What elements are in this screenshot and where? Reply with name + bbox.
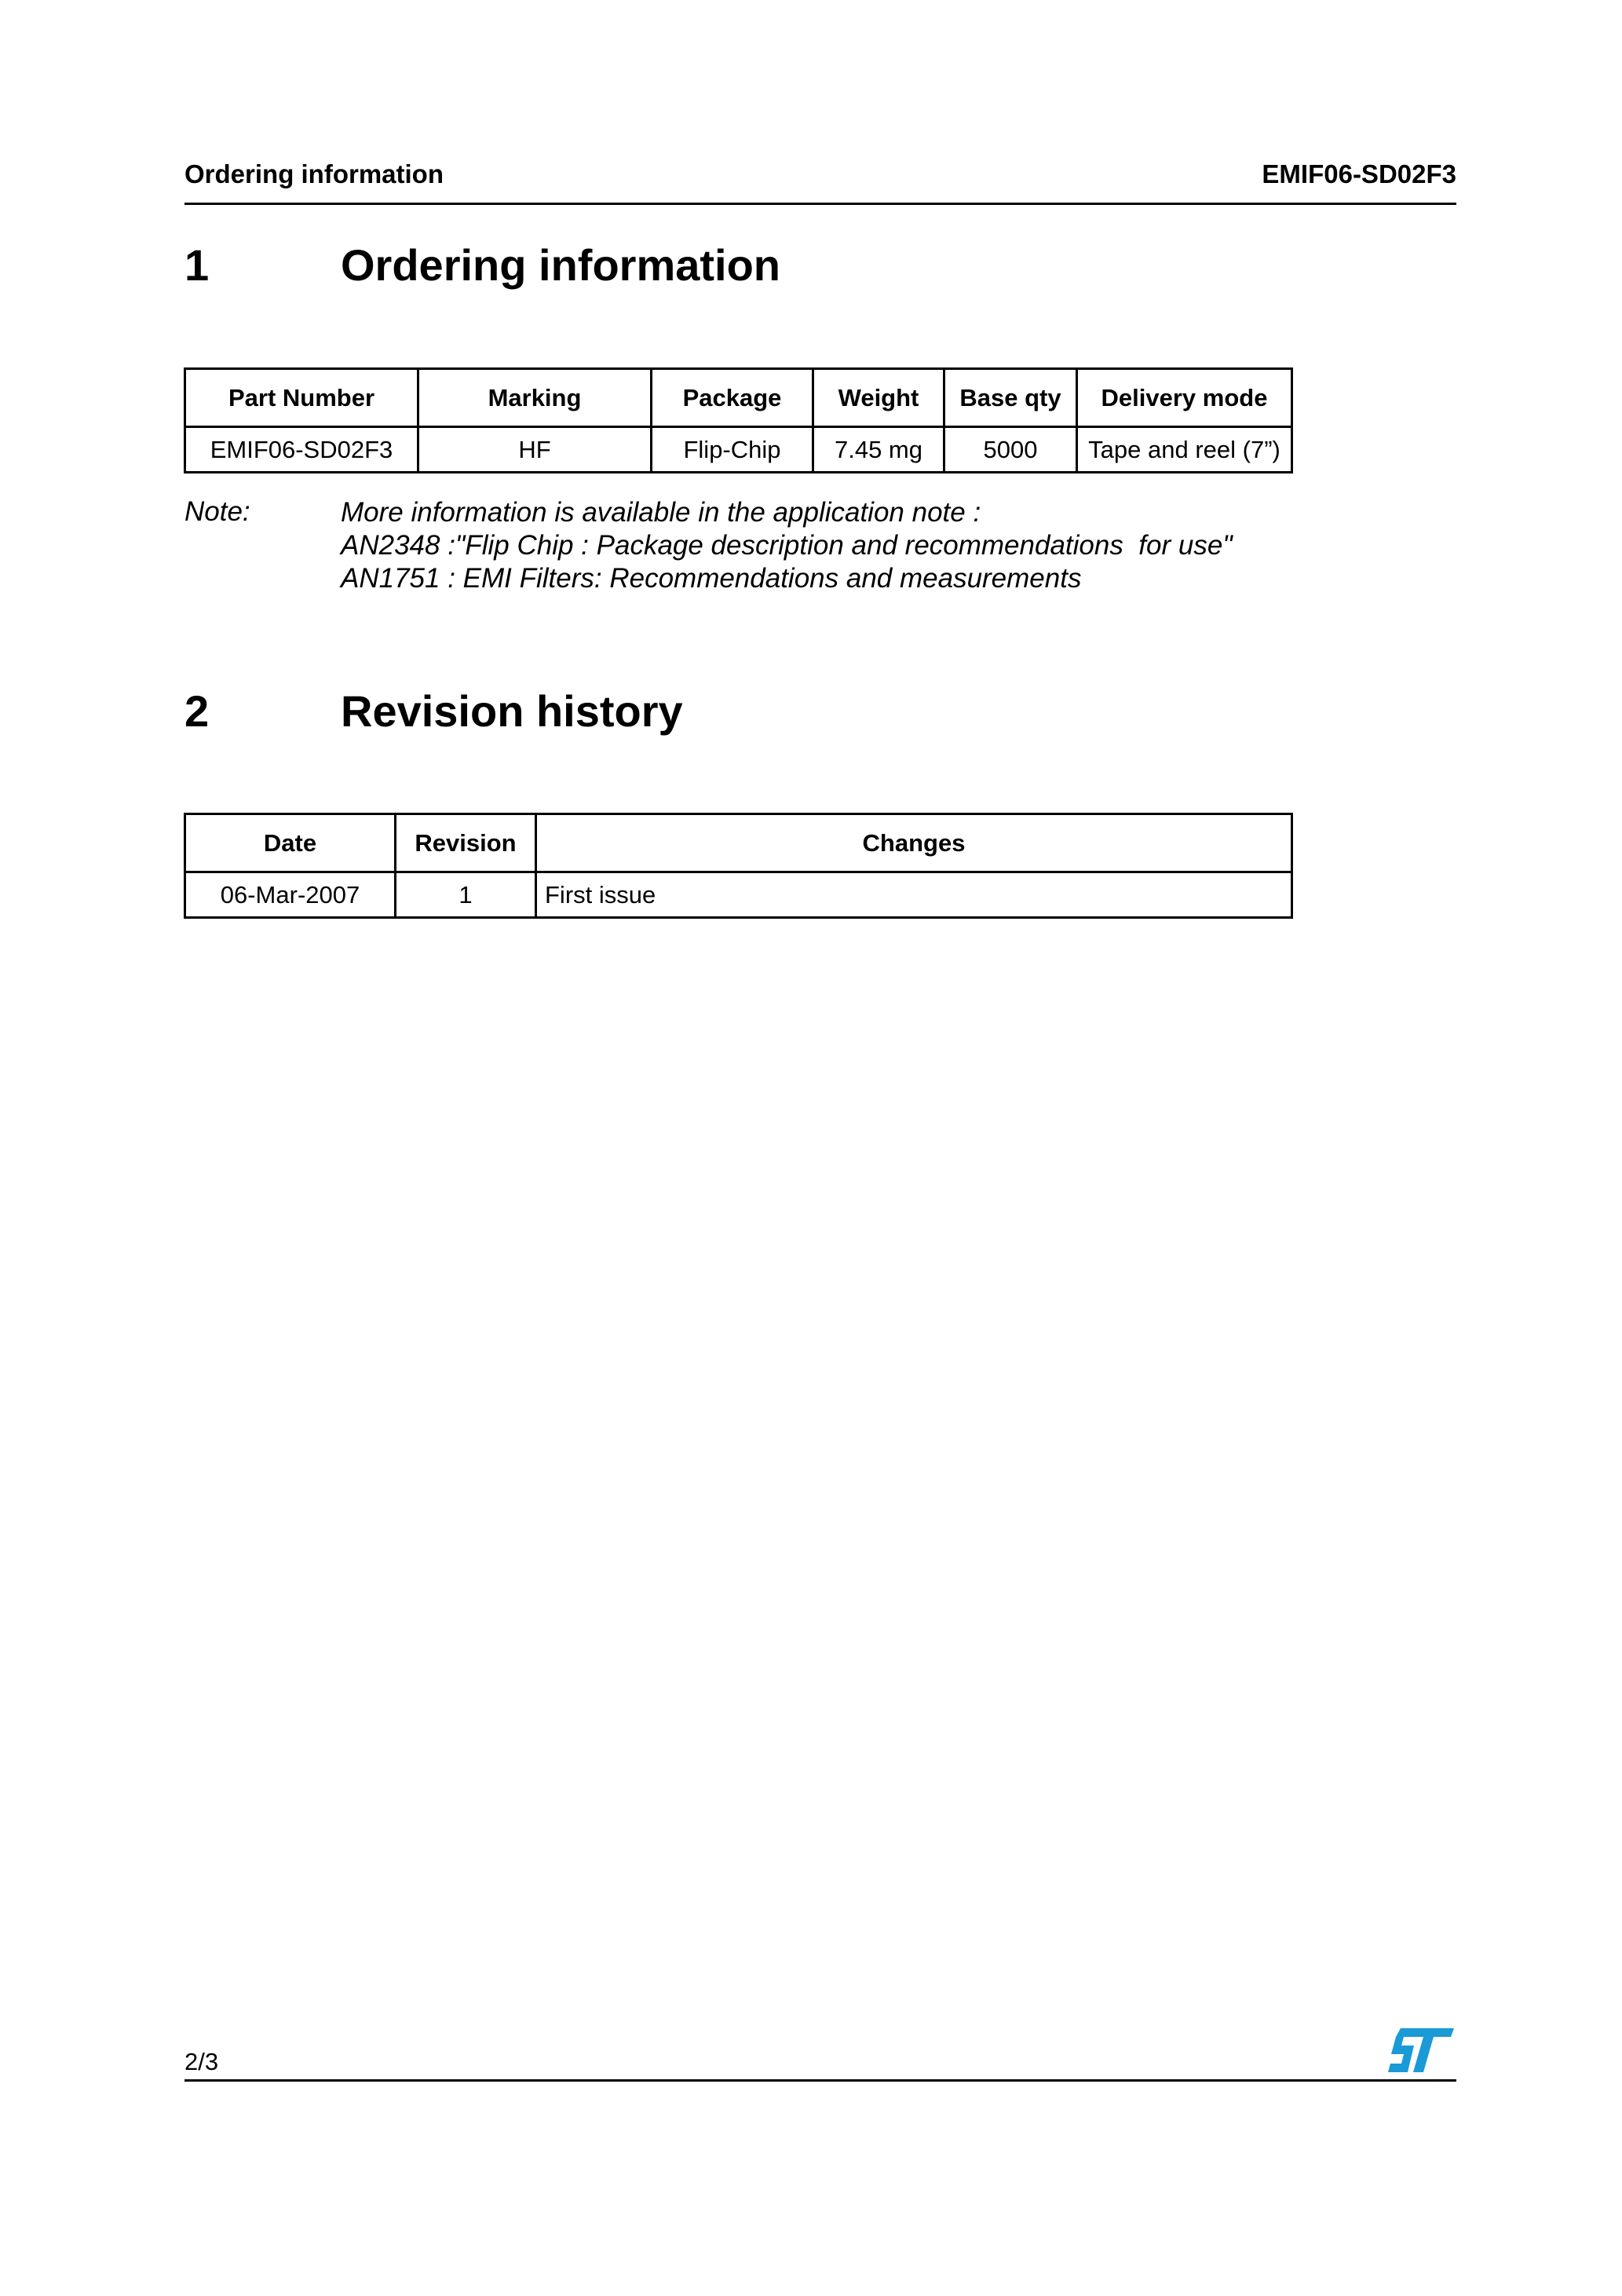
revision-header-changes: Changes — [536, 814, 1292, 872]
ordering-header-part-number: Part Number — [185, 369, 418, 427]
revision-table — [184, 813, 1293, 919]
revision-header-revision: Revision — [396, 814, 536, 872]
footer-rule — [184, 2079, 1456, 2082]
note-line: AN1751 : EMI Filters: Recommendations and measurements — [341, 563, 1082, 594]
ordering-cell-weight: 7.45 mg — [813, 427, 944, 473]
ordering-header-package: Package — [652, 369, 813, 427]
note-line: More information is available in the application note : — [341, 497, 981, 528]
ordering-cell-package: Flip-Chip — [652, 427, 813, 473]
section-1-title: Ordering information — [341, 240, 780, 290]
ordering-header-marking: Marking — [418, 369, 652, 427]
ordering-cell-base-qty: 5000 — [944, 427, 1077, 473]
ordering-cell-delivery-mode: Tape and reel (7”) — [1077, 427, 1292, 473]
ordering-table-header-row — [185, 369, 1292, 427]
ordering-header-weight: Weight — [813, 369, 944, 427]
ordering-header-delivery-mode: Delivery mode — [1077, 369, 1292, 427]
table-row — [185, 427, 1292, 473]
revision-cell-revision: 1 — [396, 872, 536, 918]
ordering-cell-part-number: EMIF06-SD02F3 — [185, 427, 418, 473]
revision-header-date: Date — [185, 814, 396, 872]
running-header-part-number: EMIF06-SD02F3 — [1262, 159, 1456, 188]
section-2-title: Revision history — [341, 686, 683, 736]
note-label: Note: — [184, 496, 250, 527]
ordering-header-base-qty: Base qty — [944, 369, 1077, 427]
note-line: AN2348 :"Flip Chip : Package description and recommendations for use" — [341, 530, 1233, 561]
table-row — [185, 872, 1292, 918]
ordering-cell-marking: HF — [418, 427, 652, 473]
section-1-number: 1 — [184, 240, 210, 290]
ordering-table — [184, 367, 1293, 473]
revision-cell-changes: First issue — [536, 872, 1292, 918]
revision-cell-date: 06-Mar-2007 — [185, 872, 396, 918]
revision-table-header-row — [185, 814, 1292, 872]
st-logo-icon — [1388, 2028, 1454, 2072]
note-text — [341, 496, 1233, 595]
page-number: 2/3 — [184, 2048, 219, 2075]
header-rule — [184, 203, 1456, 205]
running-header-section: Ordering information — [184, 159, 444, 188]
section-2-number: 2 — [184, 686, 210, 736]
